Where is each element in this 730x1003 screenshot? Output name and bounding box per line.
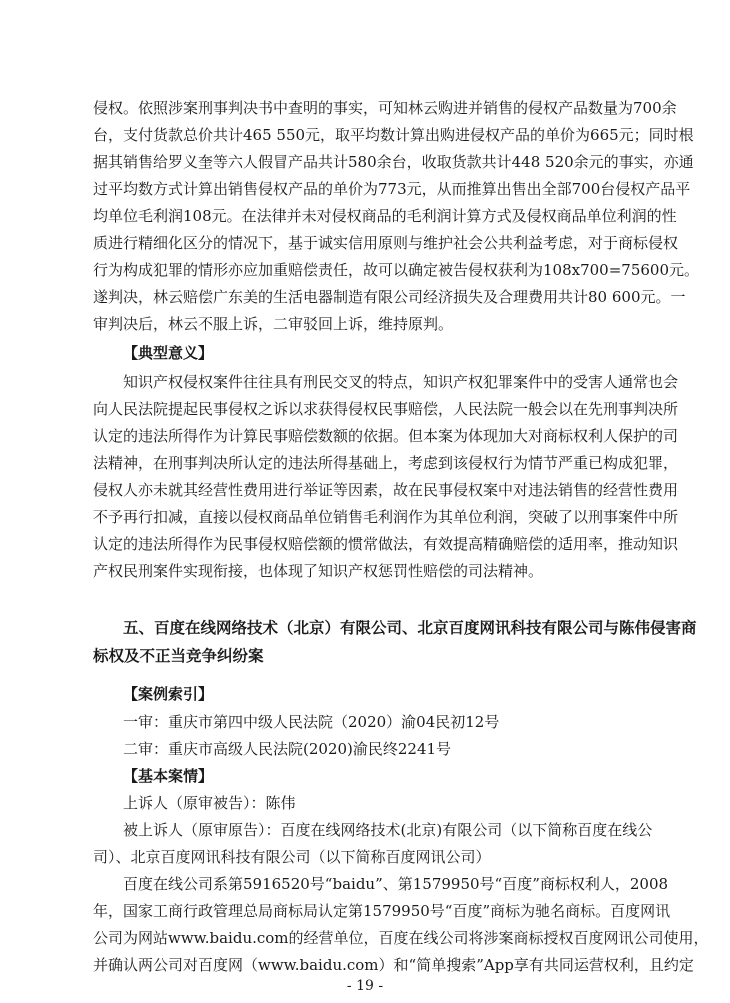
body-line: 据其销售给罗义奎等六人假冒产品共计580余台，收取货款共计448 520余元的事实，亦通: [93, 153, 694, 171]
significance-heading: 【典型意义】: [123, 344, 214, 362]
appellant-line: 上诉人（原审被告）：陈伟: [123, 794, 296, 812]
body-line: 公司为网站www.baidu.com的经营单位，百度在线公司将涉案商标授权百度网讯公司使用，: [93, 929, 709, 947]
case-title: 标权及不正当竞争纠纷案: [93, 647, 264, 665]
appellee-line: 司）、北京百度网讯科技有限公司（以下简称百度网讯公司）: [93, 848, 491, 866]
first-instance-reference: 一审：重庆市第四中级人民法院（2020）渝04民初12号: [123, 713, 500, 731]
page-number: - 19 -: [346, 978, 384, 994]
body-line: 向人民法院提起民事侵权之诉以求获得侵权民事赔偿，人民法院一般会以在先刑事判决所: [93, 400, 679, 418]
body-line: 质进行精细化区分的情况下，基于诚实信用原则与维护社会公共利益考虑，对于商标侵权: [93, 234, 679, 252]
body-line: 台，支付货款总价共计465 550元，取平均数计算出购进侵权产品的单价为665元；同时根: [93, 126, 694, 144]
body-line: 审判决后，林云不服上诉，二审驳回上诉，维持原判。: [93, 315, 454, 333]
body-line: 百度在线公司系第5916520号“baidu”、第1579950号“百度”商标权利人，2008: [123, 875, 669, 893]
appellee-line: 被上诉人（原审原告）：百度在线网络技术(北京)有限公司（以下简称百度在线公: [123, 821, 653, 839]
body-line: 并确认两公司对百度网（www.baidu.com）和“简单搜索”App享有共同运营权利，且约定: [93, 956, 694, 974]
body-line: 过平均数方式计算出销售侵权产品的单价为773元，从而推算出售出全部700台侵权产品平: [93, 180, 691, 198]
body-line: 侵权。依照涉案刑事判决书中查明的事实，可知林云购进并销售的侵权产品数量为700余: [93, 99, 677, 117]
case-title: 五、百度在线网络技术（北京）有限公司、北京百度网讯科技有限公司与陈伟侵害商: [123, 619, 697, 637]
body-line: 遂判决，林云赔偿广东美的生活电器制造有限公司经济损失及合理费用共计80 600元。一: [93, 288, 686, 306]
body-line: 不予再行扣减，直接以侵权商品单位销售毛利润作为其单位利润，突破了以刑事案件中所: [93, 508, 679, 526]
second-instance-reference: 二审：重庆市高级人民法院(2020)渝民终2241号: [123, 740, 452, 758]
body-line: 侵权人亦未就其经营性费用进行举证等因素，故在民事侵权案中对违法销售的经营性费用: [93, 481, 679, 499]
body-line: 年，国家工商行政管理总局商标局认定第1579950号“百度”商标为驰名商标。百度网讯: [93, 902, 671, 920]
body-line: 法精神，在刑事判决所认定的违法所得基础上，考虑到该侵权行为情节严重已构成犯罪，: [93, 454, 679, 472]
body-line: 认定的违法所得作为民事侵权赔偿额的惯常做法，有效提高精确赔偿的适用率，推动知识: [93, 535, 679, 553]
body-line: 认定的违法所得作为计算民事赔偿数额的依据。但本案为体现加大对商标权利人保护的司: [93, 427, 679, 445]
basic-facts-heading: 【基本案情】: [123, 767, 214, 785]
case-index-heading: 【案例索引】: [123, 685, 214, 703]
body-line: 行为构成犯罪的情形亦应加重赔偿责任，故可以确定被告侵权获利为108x700=75600元。: [93, 261, 700, 279]
body-line: 知识产权侵权案件往往具有刑民交叉的特点，知识产权犯罪案件中的受害人通常也会: [123, 373, 679, 391]
body-line: 产权民刑案件实现衔接，也体现了知识产权惩罚性赔偿的司法精神。: [93, 562, 544, 580]
body-line: 均单位毛利润108元。在法律并未对侵权商品的毛利润计算方式及侵权商品单位利润的性: [93, 207, 677, 225]
